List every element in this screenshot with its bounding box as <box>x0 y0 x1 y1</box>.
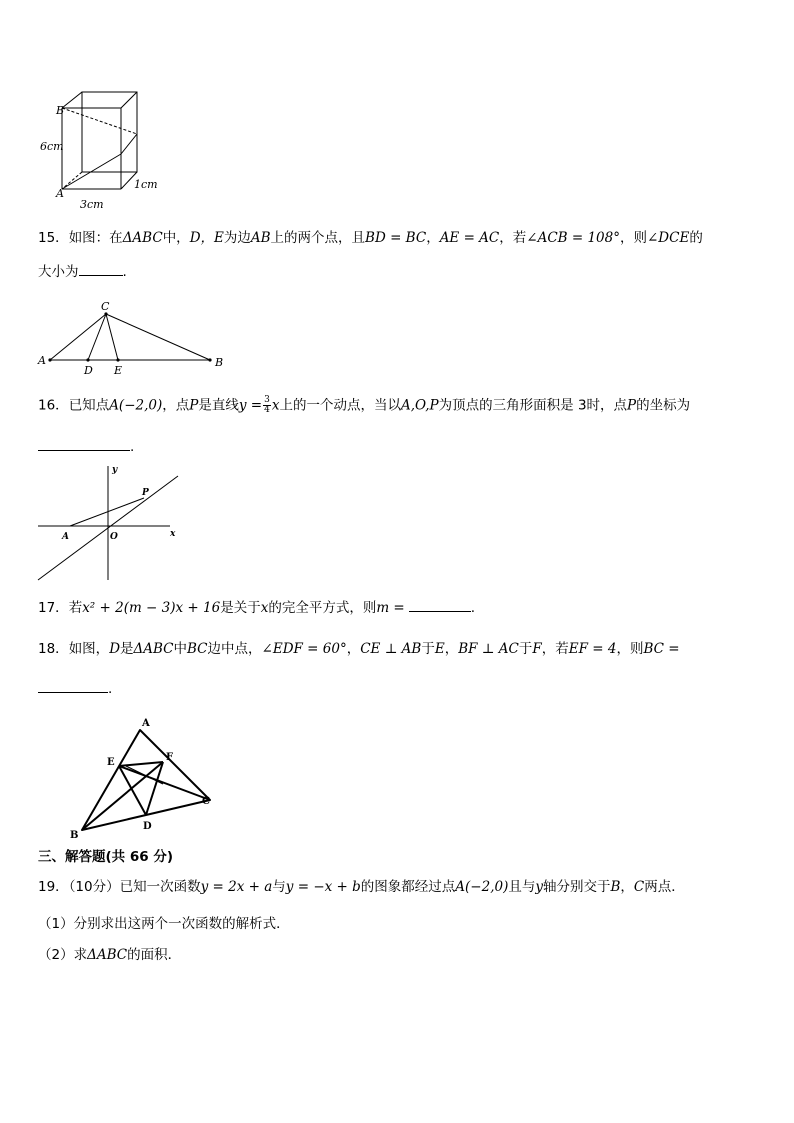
question-16-line2: . <box>38 436 134 456</box>
label-b: B <box>215 356 224 369</box>
text: 已知点 <box>68 397 110 414</box>
math: C <box>633 879 645 895</box>
math: AE = AC <box>439 230 500 246</box>
math: ΔABC <box>133 641 174 657</box>
answer-blank[interactable] <box>38 678 108 693</box>
text: ， <box>620 879 634 895</box>
answer-blank[interactable] <box>79 261 123 276</box>
text: 两点． <box>644 879 685 895</box>
text: 于 <box>421 641 435 657</box>
q16-number: 16． <box>38 397 69 414</box>
text: ，若 <box>541 641 569 657</box>
label-c: C <box>202 796 210 807</box>
math: A(−2,0) <box>455 879 509 895</box>
question-15-line1 <box>38 229 703 247</box>
math: D <box>109 641 121 657</box>
math: AB <box>250 230 271 246</box>
text: （10分）已知一次函数 <box>68 879 201 895</box>
box-figure <box>38 84 168 212</box>
math: x <box>260 600 269 616</box>
label-a: A <box>142 718 150 729</box>
math: D，E <box>189 230 224 246</box>
text: . <box>108 681 113 697</box>
text: 上的两个点，且 <box>270 230 366 246</box>
label-p: P <box>142 488 149 498</box>
math: y = −x + b <box>285 879 361 895</box>
text: ，则 <box>620 230 647 246</box>
text: 为顶点的三角形面积是 3时，点 <box>438 397 628 414</box>
label-a: A <box>56 187 64 200</box>
label-d: D <box>84 364 93 376</box>
text: 边中点， <box>207 641 262 657</box>
label-e: E <box>114 364 123 376</box>
triangle-figure-18 <box>66 714 226 842</box>
math: ΔABC <box>87 947 128 963</box>
math: P <box>627 397 637 414</box>
text: ， <box>444 641 459 657</box>
label-width: 3cm <box>80 198 104 211</box>
q18-number: 18． <box>38 641 69 657</box>
text: 的图象都经过点 <box>360 879 456 895</box>
math: B <box>610 879 621 895</box>
text: ，若 <box>499 230 527 246</box>
text: 的 <box>689 230 703 246</box>
question-19 <box>38 878 685 896</box>
text: 轴分别交于 <box>543 879 611 895</box>
denominator: 4 <box>264 405 270 415</box>
text: ，则 <box>616 641 644 657</box>
math: E <box>434 641 445 657</box>
math: y = 2x + a <box>200 879 273 895</box>
text: 上的一个动点，当以 <box>279 397 401 414</box>
text: 于 <box>518 641 533 657</box>
math: BC <box>187 641 208 657</box>
q17-number: 17． <box>38 600 69 616</box>
label-f: F <box>166 752 174 763</box>
math: ∠EDF = 60° <box>261 641 347 657</box>
math: y = <box>238 397 263 414</box>
label-e: E <box>107 757 115 768</box>
math: F <box>532 641 542 657</box>
math: BD = BC <box>365 230 427 246</box>
math: A,O,P <box>400 397 439 414</box>
text: 中 <box>173 641 188 657</box>
numerator: 3 <box>264 395 270 405</box>
label-height: 6cm <box>40 140 64 153</box>
text: 是 <box>120 641 134 657</box>
q15-number: 15． <box>38 230 69 246</box>
math: BF ⊥ AC <box>458 641 519 657</box>
label-a: A <box>38 354 46 367</box>
math: A(−2,0) <box>109 397 163 414</box>
question-18-line2 <box>38 678 112 698</box>
triangle-figure-15 <box>36 298 236 376</box>
question-15-line2: 大小为 . <box>38 261 127 281</box>
text: ， <box>346 641 361 657</box>
math: x <box>271 397 280 414</box>
math: ΔABC <box>122 230 163 246</box>
label-a: A <box>62 532 69 542</box>
text: 如图：在 <box>68 230 123 246</box>
coordinate-figure-16 <box>36 462 186 584</box>
fraction <box>263 396 271 415</box>
answer-blank[interactable] <box>38 436 130 451</box>
label-y: y <box>112 465 118 475</box>
label-x: x <box>170 529 176 539</box>
label-b: B <box>70 830 79 841</box>
text: ，点 <box>162 397 190 414</box>
question-17 <box>38 597 475 617</box>
math: CE ⊥ AB <box>360 641 422 657</box>
text: 是直线 <box>198 397 239 414</box>
text: 为边 <box>223 230 251 246</box>
question-18-line1 <box>38 640 680 658</box>
text: 的坐标为 <box>636 397 691 414</box>
text: . <box>470 600 476 616</box>
label-d: D <box>143 821 152 832</box>
math: ∠ACB = 108° <box>526 230 620 246</box>
math: y <box>535 879 543 895</box>
section-heading: 三、解答题(共 66 分) <box>38 849 174 865</box>
q19-number: 19． <box>38 879 69 895</box>
text: 若 <box>68 600 83 616</box>
math: P <box>189 397 199 414</box>
text: ， <box>426 230 440 246</box>
answer-blank[interactable] <box>409 597 471 612</box>
question-19-sub2 <box>38 946 181 964</box>
text: （2）求 <box>38 947 88 963</box>
math: EF = 4 <box>568 641 617 657</box>
question-19-sub1: （1）分别求出这两个一次函数的解析式． <box>38 916 290 932</box>
question-16-line1 <box>38 396 690 415</box>
label-o: O <box>110 532 118 542</box>
label-depth: 1cm <box>134 178 158 191</box>
label-b: B <box>56 104 65 117</box>
text: 与 <box>272 879 286 895</box>
text: 大小为 <box>38 264 79 280</box>
label-c: C <box>101 300 110 313</box>
text: 的完全平方式，则 <box>268 600 377 616</box>
math: ∠DCE <box>647 230 690 246</box>
text: 且与 <box>508 879 536 895</box>
math: x² + 2(m − 3)x + 16 <box>82 600 221 616</box>
text: 中， <box>162 230 190 246</box>
text: 如图， <box>68 641 110 657</box>
math: BC = <box>643 641 680 657</box>
text: 的面积． <box>127 947 182 963</box>
text: 是关于 <box>220 600 261 616</box>
math: m = <box>376 600 405 616</box>
